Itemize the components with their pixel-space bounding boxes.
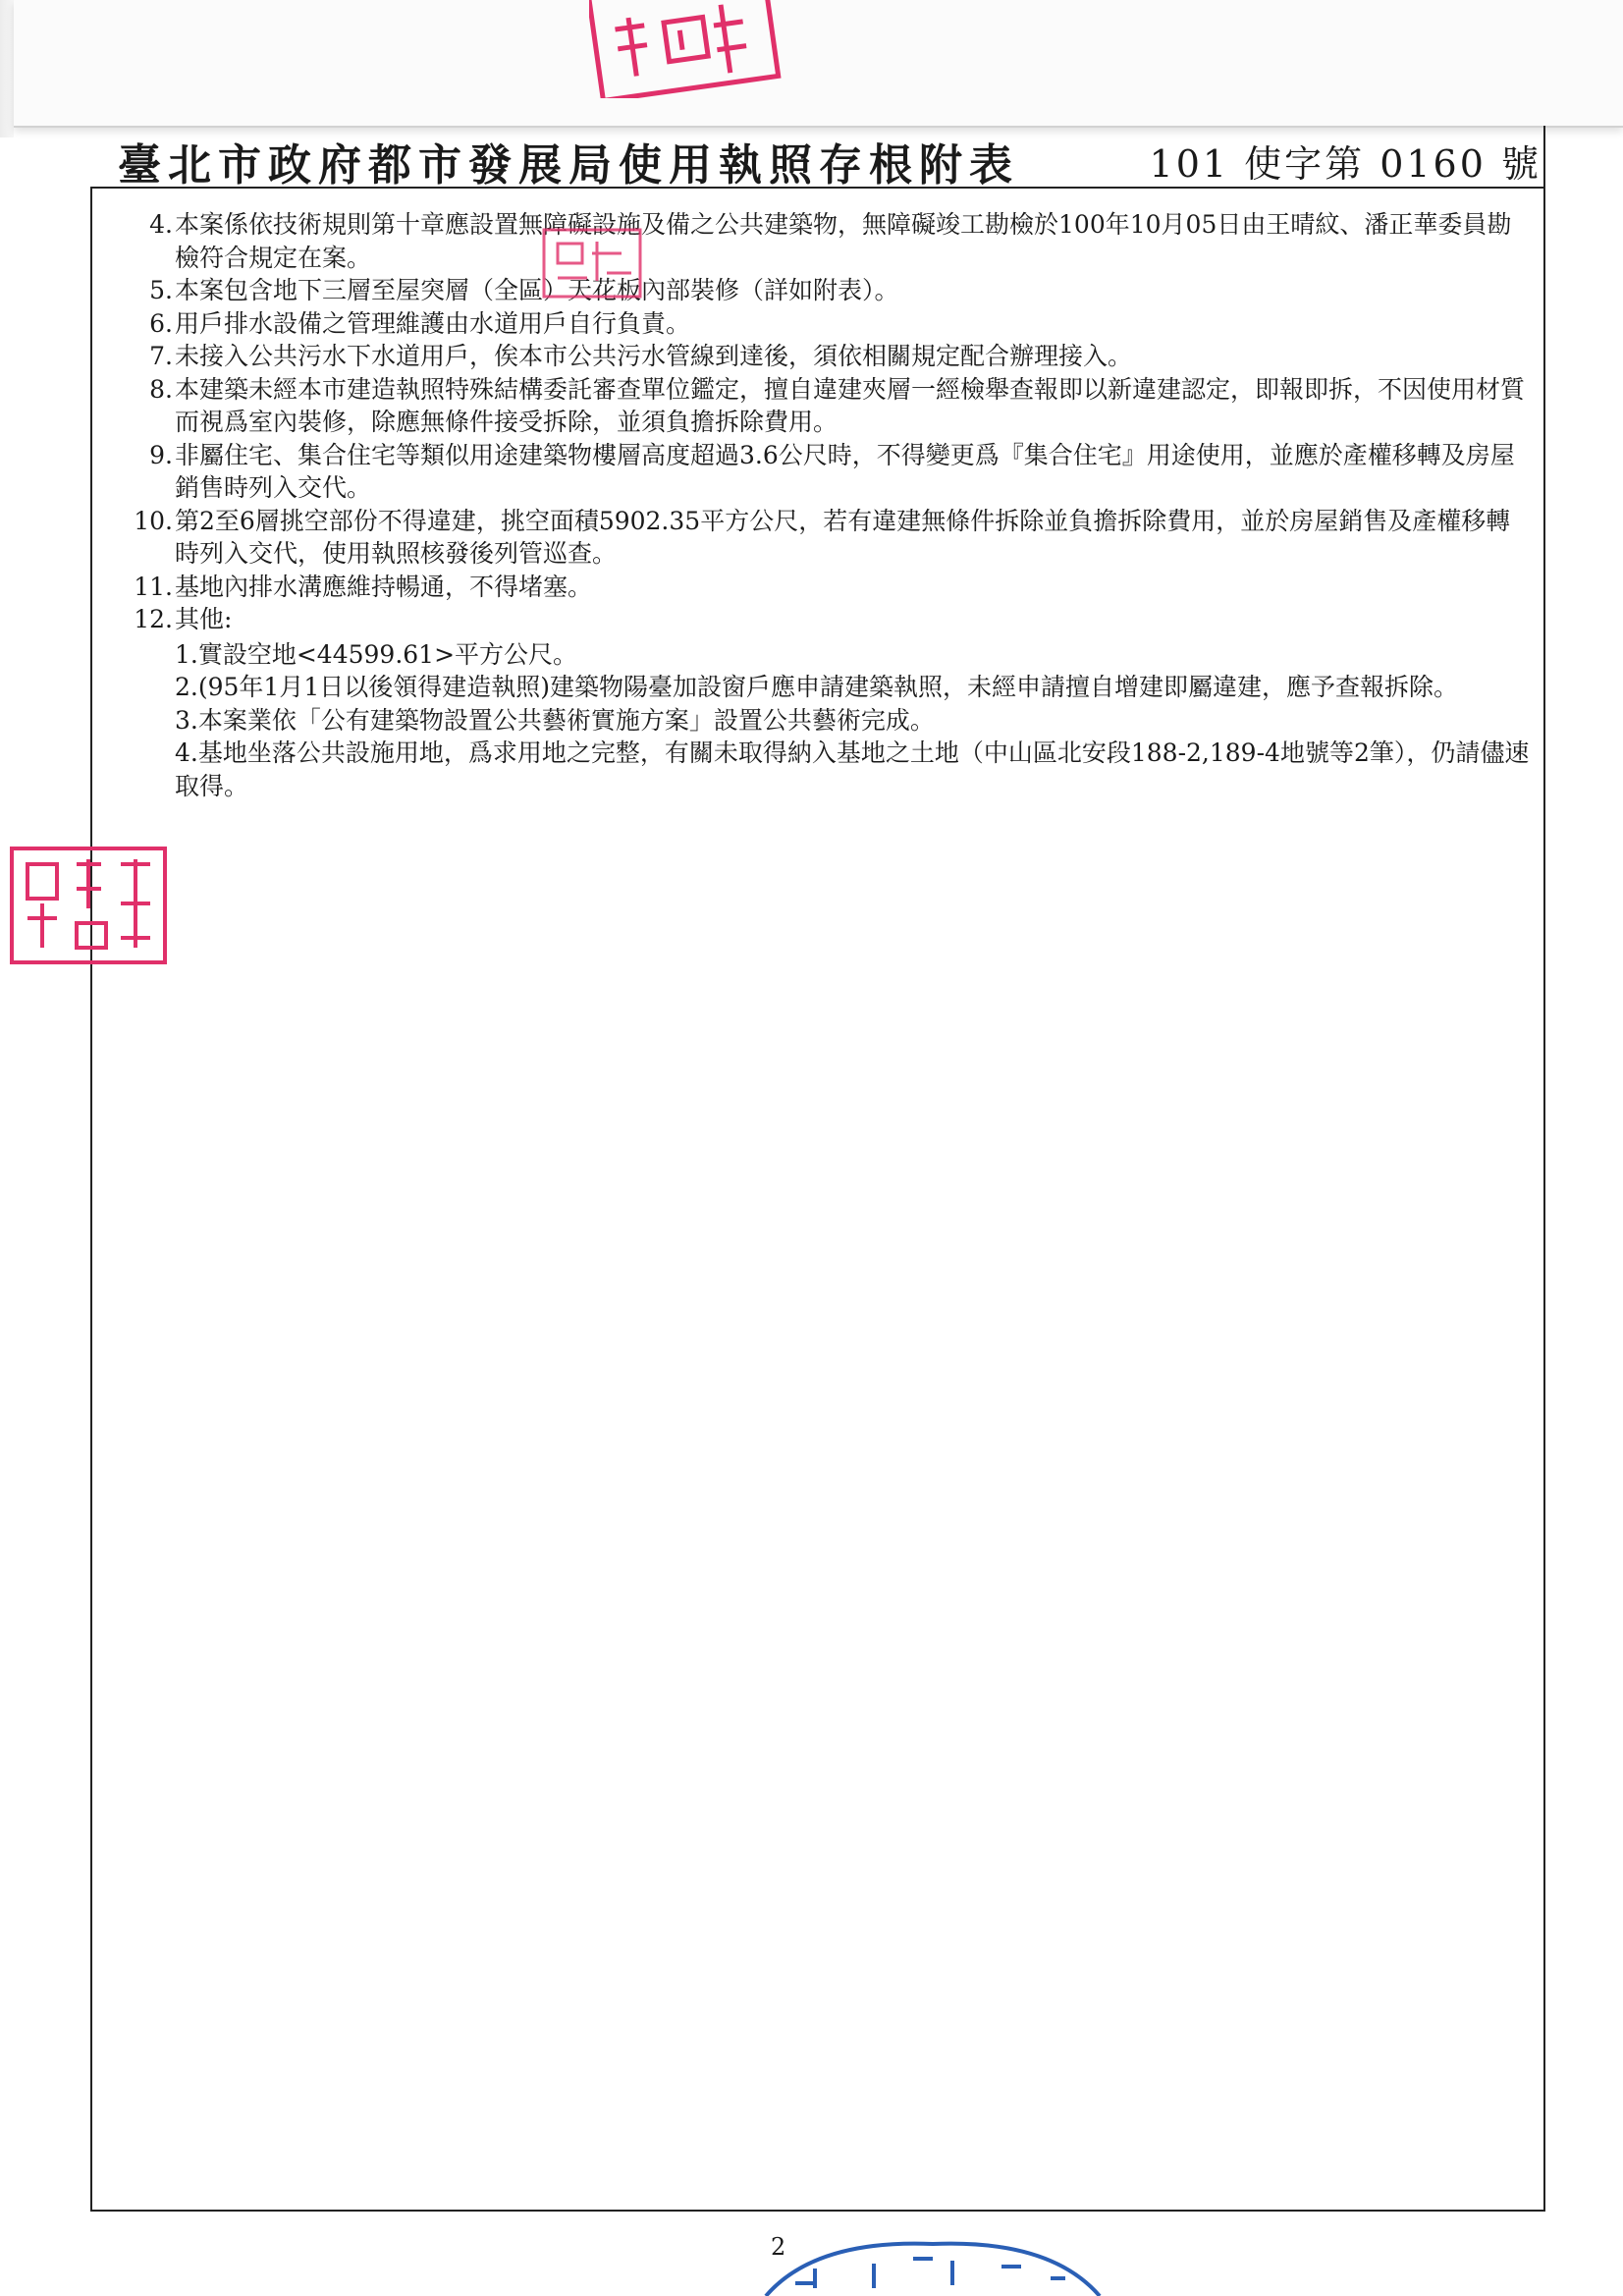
subitem: 2.(95年1月1日以後領得建造執照)建築物陽臺加設窗戶應申請建築執照，未經申請擅自增建即屬違建，應予查報拆除。	[175, 673, 1458, 701]
other-subitems	[126, 638, 1530, 803]
inline-seal-stamp	[538, 224, 646, 302]
list-item: 5. 本案包含地下三層至屋突層（全區）天花板內部裝修（詳如附表）。	[149, 276, 899, 304]
subitem: 3.本案業依「公有建築物設置公共藝術實施方案」設置公共藝術完成。	[175, 705, 935, 735]
list-item: 4. 本案係依技術規則第十章應設置無障礙設施及備之公共建築物，無障礙竣工勘檢於100年10月05日由王晴紋、潘正華委員勘檢符合規定在案。	[149, 210, 1512, 272]
overlay-sheet	[14, 0, 1623, 128]
list-item: 10. 第2至6層挑空部份不得違建，挑空面積5902.35平方公尺，若有違建無條件拆除並負擔拆除費用，並於房屋銷售及產權移轉時列入交代，使用執照核發後列管巡查。	[134, 506, 1511, 568]
list-item: 11. 基地內排水溝應維持暢通，不得堵塞。	[134, 572, 593, 601]
conditions-list	[126, 208, 1530, 802]
top-seal-stamp	[589, 0, 785, 98]
permit-number: 101 使字第 0160 號	[1149, 142, 1542, 186]
document-header	[98, 126, 1549, 191]
bottom-seal-stamp	[756, 2239, 1109, 2296]
left-margin-seal-stamp	[8, 845, 170, 967]
list-item: 6. 用戶排水設備之管理維護由水道用戶自行負責。	[149, 308, 691, 338]
subitem: 4.基地坐落公共設施用地，爲求用地之完整，有關未取得納入基地之土地（中山區北安段188-2,189-4地號等2筆），仍請儘速取得。	[175, 738, 1530, 800]
subitem: 1.實設空地<44599.61>平方公尺。	[175, 639, 578, 669]
page-number: 2	[771, 2233, 786, 2261]
document-title: 臺北市政府都市發展局使用執照存根附表	[118, 140, 1019, 191]
list-item: 8. 本建築未經本市建造執照特殊結構委託審查單位鑑定，擅自違建夾層一經檢舉查報即以新違建認定，即報即拆，不因使用材質而視爲室內裝修，除應無條件接受拆除，並須負擔拆除費用。	[149, 374, 1526, 436]
list-item: 7. 未接入公共污水下水道用戶，俟本市公共污水管線到達後，須依相關規定配合辦理接入。	[149, 342, 1133, 370]
list-item: 12. 其他:	[134, 605, 233, 633]
list-item: 9. 非屬住宅、集合住宅等類似用途建築物樓層高度超過3.6公尺時，不得變更爲『集合住宅』用途使用，並應於產權移轉及房屋銷售時列入交代。	[149, 440, 1515, 502]
scan-edge	[0, 0, 14, 137]
